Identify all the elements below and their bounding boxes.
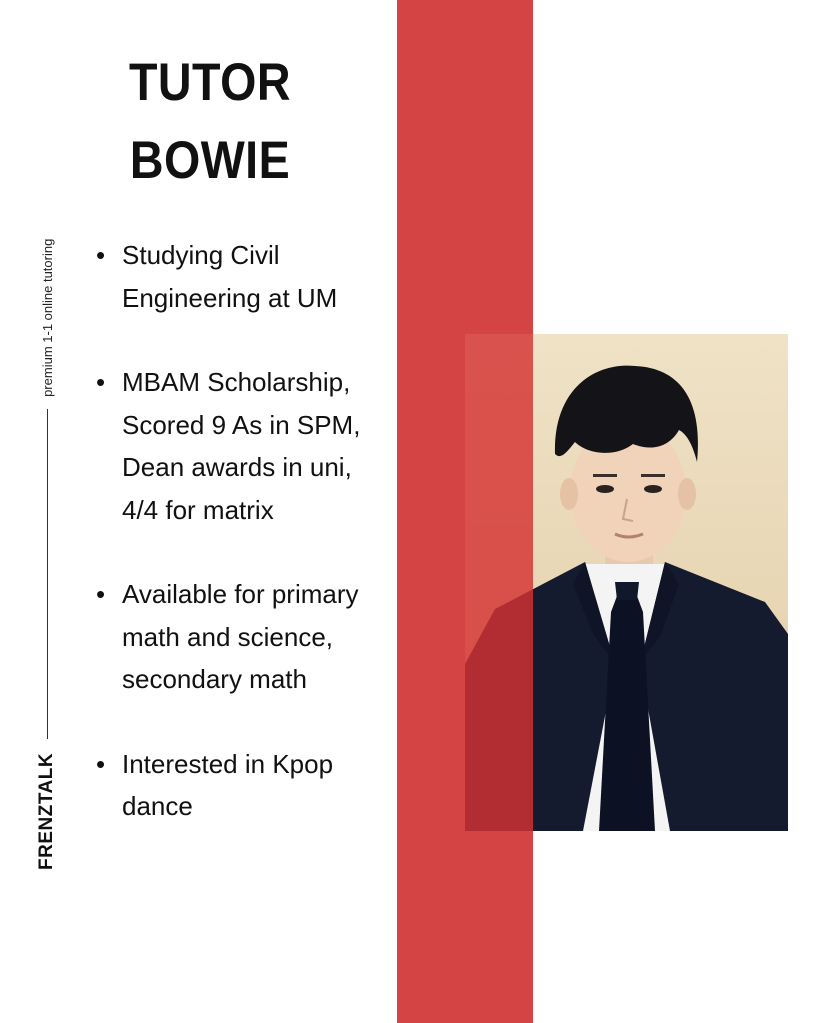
bullet-item-availability: • Available for primary math and science, secondary math [96, 573, 366, 701]
qualifications-list [96, 234, 366, 828]
brand-tagline: premium 1-1 online tutoring [39, 238, 55, 397]
bullet-item-awards: • MBAM Scholarship, Scored 9 As in SPM, Dean awards in uni, 4/4 for matrix [96, 361, 366, 531]
title-line-1: TUTOR [128, 53, 291, 112]
bullet-item-interests: • Interested in Kpop dance [96, 743, 366, 828]
tutor-photo [465, 334, 788, 831]
vertical-brand-strip [36, 239, 58, 870]
title-line-2: BOWIE [129, 131, 291, 190]
brand-name: FRENZTALK [36, 752, 57, 870]
photo-red-overlay [465, 334, 533, 831]
bullet-item-study: • Studying Civil Engineering at UM [96, 234, 366, 319]
brand-divider [47, 409, 48, 739]
page-title [122, 44, 298, 200]
